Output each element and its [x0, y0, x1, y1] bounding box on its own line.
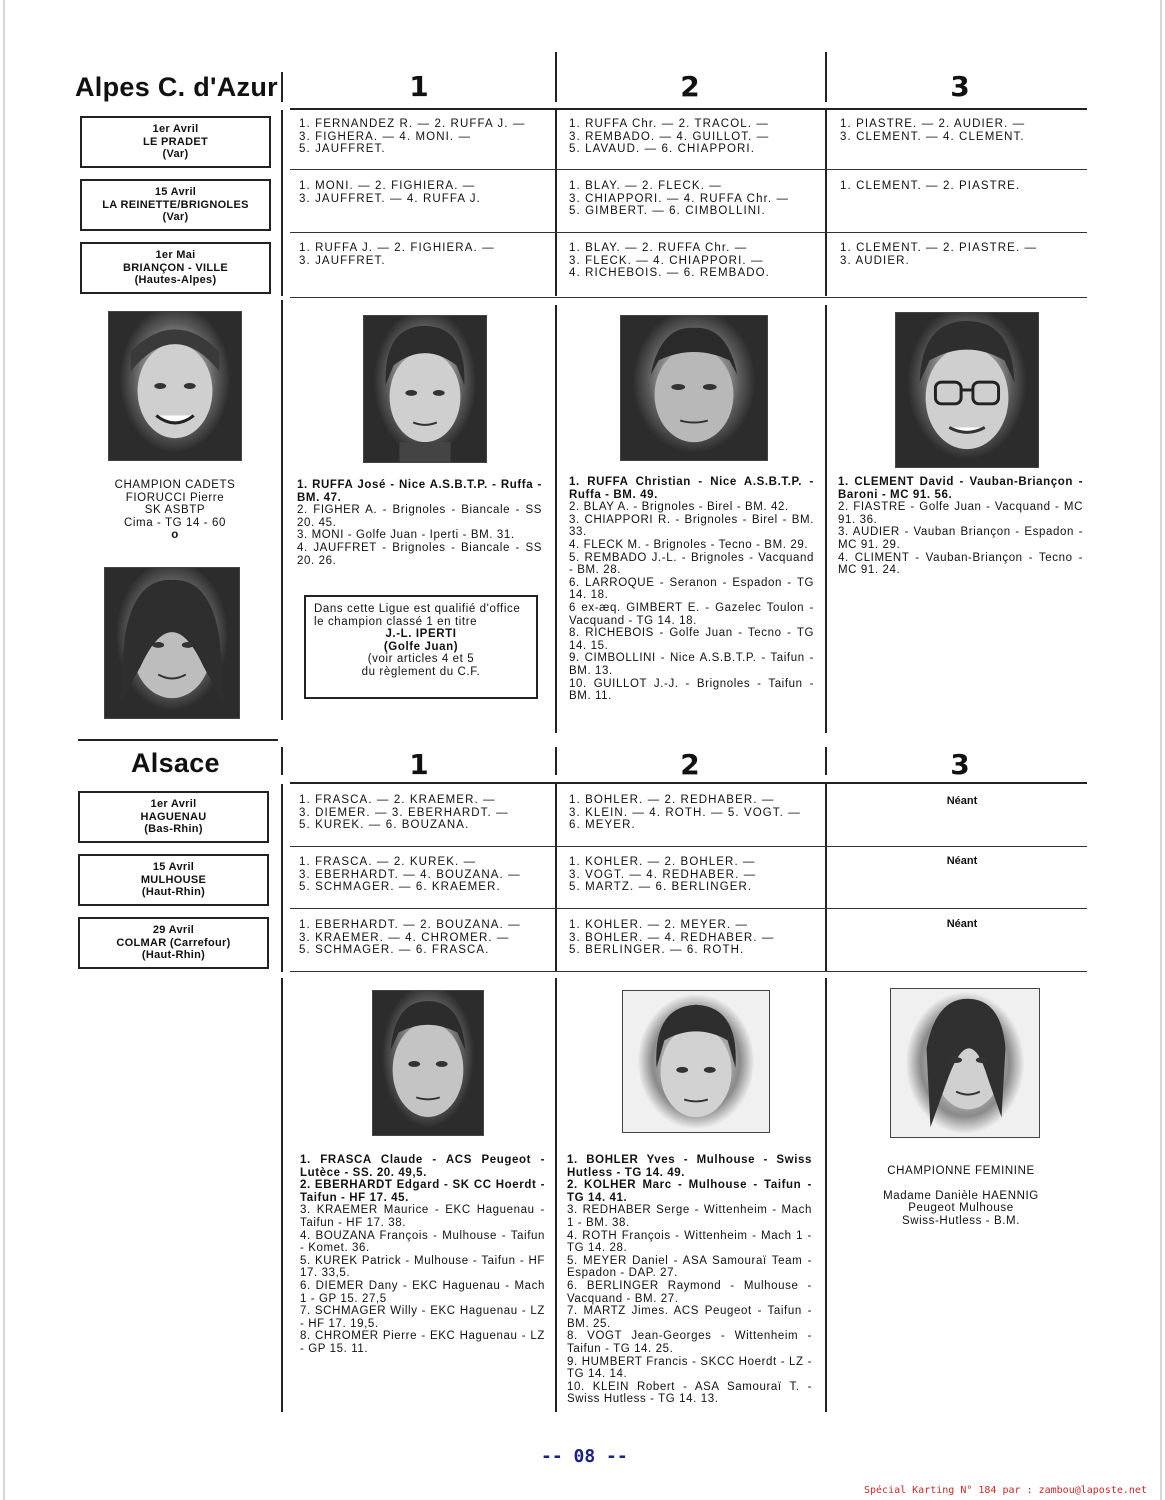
- column-divider: [281, 110, 283, 296]
- caption-line: Madame Danièle HAENNIG: [883, 1189, 1039, 1202]
- standings-column-1: [297, 479, 542, 567]
- portrait-photo-ruffa-jose: [363, 315, 487, 463]
- column-divider: [825, 784, 827, 972]
- standing-row: 3. AUDIER - Vauban Briançon - Espadon - MC 91. 29.: [838, 526, 1083, 551]
- race-result-none: Néant: [946, 918, 978, 930]
- portrait-photo-haennig: [890, 988, 1040, 1138]
- standings-column-2: [567, 1154, 812, 1406]
- row-rule: [290, 297, 1087, 298]
- notice-text: Dans cette Ligue est qualifié d'office le champion classé 1 en titre: [314, 603, 521, 628]
- column-divider: [555, 978, 557, 1412]
- standing-row: 5. KUREK Patrick - Mulhouse - Taifun - HF 17. 33,5.: [300, 1254, 545, 1280]
- race-result: 1. EBERHARDT. — 2. BOUZANA. — 3. KRAEMER. — 4. CHROMER. — 5. SCHMAGER. — 6. FRASCA.: [299, 919, 521, 956]
- column-number-3: 3: [950, 70, 970, 103]
- race-department: (Hautes-Alpes): [134, 274, 217, 287]
- race-result: 1. MONI. — 2. FIGHIERA. — 3. JAUFFRET. — 4. RUFFA J.: [299, 180, 481, 205]
- standing-row: 6. LARROQUE - Seranon - Espadon - TG 14. 18.: [569, 576, 814, 602]
- region-title-alsace: Alsace: [131, 748, 220, 778]
- race-result: 1. BLAY. — 2. RUFFA Chr. — 3. FLECK. — 4. CHIAPPORI. — 4. RICHEBOIS. — 6. REMBADO.: [569, 242, 770, 279]
- race-result: 1. BLAY. — 2. FLECK. — 3. CHIAPPORI. — 4. RUFFA Chr. — 5. GIMBERT. — 6. CIMBOLLINI.: [569, 180, 790, 217]
- standing-row: 5. MEYER Daniel - ASA Samouraï Team - Espadon - DAP. 27.: [567, 1254, 812, 1280]
- standing-row: 4. CLIMENT - Vauban-Briançon - Tecno - MC 91. 24.: [838, 551, 1083, 577]
- race-department: (Haut-Rhin): [141, 886, 206, 899]
- standing-row: 4. BOUZANA François - Mulhouse - Taifun - Komet. 36.: [300, 1229, 545, 1255]
- feminine-caption: [846, 1165, 1076, 1227]
- page-number: -- 08 --: [541, 1446, 628, 1467]
- race-department: (Haut-Rhin): [141, 949, 206, 962]
- table-rule: [290, 782, 1087, 784]
- standing-row: 10. GUILLOT J.-J. - Brignoles - Taifun - BM. 11.: [569, 677, 814, 703]
- table-rule: [290, 108, 1087, 110]
- standing-row: 2. BLAY A. - Brignoles - Birel - BM. 42.: [569, 501, 789, 514]
- race-box-haguenau: [78, 791, 269, 843]
- caption-line: o: [171, 529, 179, 542]
- caption-line: CHAMPION CADETS: [114, 479, 236, 491]
- standing-row: 3. CHIAPPORI R. - Brignoles - Birel - BM. 33.: [569, 513, 814, 539]
- caption-line: CHAMPIONNE FEMININE: [887, 1165, 1035, 1177]
- race-result: 1. RUFFA Chr. — 2. TRACOL. — 3. REMBADO. — 4. GUILLOT. — 5. LAVAUD. — 6. CHIAPPORI.: [569, 118, 770, 155]
- race-date: 1er Avril: [150, 798, 197, 811]
- caption-line: Cima - TG 14 - 60: [123, 516, 226, 529]
- notice-champion: J.-L. IPERTI: [385, 628, 457, 641]
- standing-row: 2. EBERHARDT Edgard - SK CC Hoerdt - Taifun - HF 17. 45.: [300, 1179, 545, 1204]
- race-venue: MULHOUSE: [140, 873, 207, 886]
- row-rule: [290, 169, 1087, 170]
- column-number-1: 1: [409, 70, 429, 103]
- footer-credit: Spécial Karting N° 184 par : zambou@laposte.net: [864, 1485, 1147, 1496]
- standing-row: 8. CHROMER Pierre - EKC Haguenau - LZ - GP 15. 11.: [300, 1330, 545, 1355]
- race-venue: LA REINETTE/BRIGNOLES: [102, 198, 249, 211]
- race-date: 29 Avril: [152, 924, 195, 937]
- caption-line: Swiss-Hutless - B.M.: [901, 1214, 1021, 1227]
- standings-column-2: [569, 476, 814, 703]
- standing-row: 7. SCHMAGER Willy - EKC Haguenau - LZ - HF 17. 19,5.: [300, 1305, 545, 1330]
- column-number-2: 2: [680, 70, 700, 103]
- portrait-photo-bohler: [622, 990, 770, 1133]
- portrait-photo-woman: [104, 567, 240, 719]
- standing-row: 2. FIGHER A. - Brignoles - Biancale - SS 20. 45.: [297, 504, 542, 529]
- standing-row: 8. RICHEBOIS - Golfe Juan - Tecno - TG 14. 15.: [569, 627, 814, 652]
- column-divider: [281, 300, 283, 720]
- race-box-colmar: [78, 917, 269, 969]
- qualification-notice: [304, 595, 538, 699]
- notice-club: (Golfe Juan): [383, 640, 459, 653]
- race-department: (Var): [162, 148, 189, 161]
- column-divider: [555, 110, 557, 296]
- race-date: 1er Mai: [155, 249, 196, 262]
- standing-row: 9. CIMBOLLINI - Nice A.S.B.T.P. - Taifun - BM. 13.: [569, 652, 814, 677]
- race-venue: HAGUENAU: [140, 810, 207, 823]
- portrait-photo-frasca: [372, 990, 484, 1136]
- standing-row: 10. KLEIN Robert - ASA Samouraï T. - Swiss Hutless - TG 14. 13.: [567, 1380, 812, 1406]
- header-divider: [281, 72, 283, 102]
- standing-row: 6. DIEMER Dany - EKC Haguenau - Mach 1 - GP 15. 27,5: [300, 1279, 545, 1305]
- standing-row: 1. RUFFA Christian - Nice A.S.B.T.P. - Ruffa - BM. 49.: [569, 476, 814, 501]
- column-number-2: 2: [680, 748, 700, 781]
- race-venue: COLMAR (Carrefour): [116, 936, 231, 949]
- standing-row: 5. REMBADO J.-L. - Brignoles - Vacquand - BM. 28.: [569, 551, 814, 577]
- race-date: 15 Avril: [154, 186, 197, 199]
- header-divider: [825, 747, 827, 775]
- race-result: 1. KOHLER. — 2. MEYER. — 3. BOHLER. — 4. REDHABER. — 5. BERLINGER. — 6. ROTH.: [569, 919, 775, 956]
- portrait-photo-ruffa-christian: [620, 315, 768, 461]
- column-divider: [281, 978, 283, 1412]
- race-result: 1. FRASCA. — 2. KUREK. — 3. EBERHARDT. — 4. BOUZANA. — 5. SCHMAGER. — 6. KRAEMER.: [299, 856, 521, 893]
- column-divider: [555, 784, 557, 972]
- race-venue: BRIANÇON - VILLE: [122, 261, 229, 274]
- caption-line: SK ASBTP: [144, 504, 206, 517]
- standing-row: 6. BERLINGER Raymond - Mulhouse - Vacquand - BM. 27.: [567, 1279, 812, 1305]
- standing-row: 3. MONI - Golfe Juan - Iperti - BM. 31.: [297, 529, 515, 542]
- column-divider: [825, 110, 827, 296]
- race-result: 1. CLEMENT. — 2. PIASTRE.: [840, 180, 1021, 192]
- row-rule: [290, 846, 1087, 847]
- race-result-none: Néant: [946, 855, 978, 867]
- column-number-1: 1: [409, 748, 429, 781]
- race-result: 1. RUFFA J. — 2. FIGHIERA. — 3. JAUFFRET.: [299, 242, 495, 267]
- race-result: 1. FRASCA. — 2. KRAEMER. — 3. DIEMER. — 3. EBERHARDT. — 5. KUREK. — 6. BOUZANA.: [299, 794, 509, 831]
- race-venue: LE PRADET: [142, 135, 209, 148]
- header-divider: [555, 52, 557, 102]
- column-number-3: 3: [950, 748, 970, 781]
- standing-row: 2. FIASTRE - Golfe Juan - Vacquand - MC 91. 36.: [838, 501, 1083, 526]
- page-border-right: [1160, 0, 1162, 1500]
- race-box-la-reinette: [80, 179, 271, 231]
- cadet-caption: [92, 479, 258, 542]
- standing-row: 9. HUMBERT Francis - SKCC Hoerdt - LZ - TG 14. 14.: [567, 1355, 812, 1381]
- caption-line: FIORUCCI Pierre: [125, 491, 225, 504]
- header-divider: [825, 52, 827, 102]
- race-box-mulhouse: [78, 854, 269, 906]
- standing-row: 2. KOLHER Marc - Mulhouse - Taifun - TG 14. 41.: [567, 1179, 812, 1204]
- race-result: 1. FERNANDEZ R. — 2. RUFFA J. — 3. FIGHERA. — 4. MONI. — 5. JAUFFRET.: [299, 118, 526, 155]
- standing-row: 4. FLECK M. - Brignoles - Tecno - BM. 29.: [569, 538, 809, 551]
- race-box-le-pradet: [80, 116, 271, 168]
- header-divider: [555, 747, 557, 775]
- race-date: 15 Avril: [152, 861, 195, 874]
- race-result: 1. CLEMENT. — 2. PIASTRE. — 3. AUDIER.: [840, 242, 1038, 267]
- race-result: 1. PIASTRE. — 2. AUDIER. — 3. CLEMENT. — 4. CLEMENT.: [840, 118, 1026, 143]
- notice-text: du règlement du C.F.: [361, 665, 481, 678]
- race-date: 1er Avril: [152, 123, 199, 136]
- column-divider: [281, 784, 283, 972]
- race-result: 1. KOHLER. — 2. BOHLER. — 3. VOGT. — 4. REDHABER. — 5. MARTZ. — 6. BERLINGER.: [569, 856, 757, 893]
- race-department: (Bas-Rhin): [144, 823, 203, 836]
- row-rule: [290, 908, 1087, 909]
- standing-row: 8. VOGT Jean-Georges - Wittenheim - Taifun - TG 14. 25.: [567, 1330, 812, 1355]
- race-box-briancon: [80, 242, 271, 294]
- column-divider: [825, 305, 827, 733]
- row-rule: [290, 232, 1087, 233]
- standing-row: 1. BOHLER Yves - Mulhouse - Swiss Hutless - TG 14. 49.: [567, 1154, 812, 1179]
- standings-column-3: [838, 476, 1083, 577]
- standing-row: 1. RUFFA José - Nice A.S.B.T.P. - Ruffa - BM. 47.: [297, 479, 542, 504]
- race-department: (Var): [162, 211, 189, 224]
- caption-line: Peugeot Mulhouse: [908, 1202, 1014, 1215]
- portrait-photo-fiorucci: [108, 311, 242, 461]
- standing-row: 3. REDHABER Serge - Wittenheim - Mach 1 - BM. 38.: [567, 1204, 812, 1229]
- standing-row: 6 ex-æq. GIMBERT E. - Gazelec Toulon - Vacquand - TG 14. 18.: [569, 601, 814, 627]
- column-divider: [555, 305, 557, 733]
- standings-column-1: [300, 1154, 545, 1356]
- race-result: 1. BOHLER. — 2. REDHABER. — 3. KLEIN. — 4. ROTH. — 5. VOGT. — 6. MEYER.: [569, 794, 801, 831]
- race-result-none: Néant: [946, 795, 978, 807]
- standing-row: 3. KRAEMER Maurice - EKC Haguenau - Taifun - HF 17. 38.: [300, 1204, 545, 1229]
- portrait-photo-clement: [895, 312, 1039, 468]
- section-rule: [78, 739, 278, 741]
- header-divider: [281, 747, 283, 775]
- standing-row: 4. JAUFFRET - Brignoles - Biancale - SS 20. 26.: [297, 541, 542, 567]
- page-border-left: [3, 0, 5, 1500]
- row-rule: [290, 971, 1087, 972]
- region-title-alpes: Alpes C. d'Azur: [75, 72, 278, 102]
- standing-row: 7. MARTZ Jimes. ACS Peugeot - Taifun - BM. 25.: [567, 1305, 812, 1330]
- column-divider: [825, 978, 827, 1412]
- standing-row: 1. CLEMENT David - Vauban-Briançon - Baroni - MC 91. 56.: [838, 476, 1083, 501]
- standing-row: 1. FRASCA Claude - ACS Peugeot - Lutèce - SS. 20. 49,5.: [300, 1154, 545, 1179]
- standing-row: 4. ROTH François - Wittenheim - Mach 1 - TG 14. 28.: [567, 1229, 812, 1255]
- notice-text: (voir articles 4 et 5: [367, 653, 475, 666]
